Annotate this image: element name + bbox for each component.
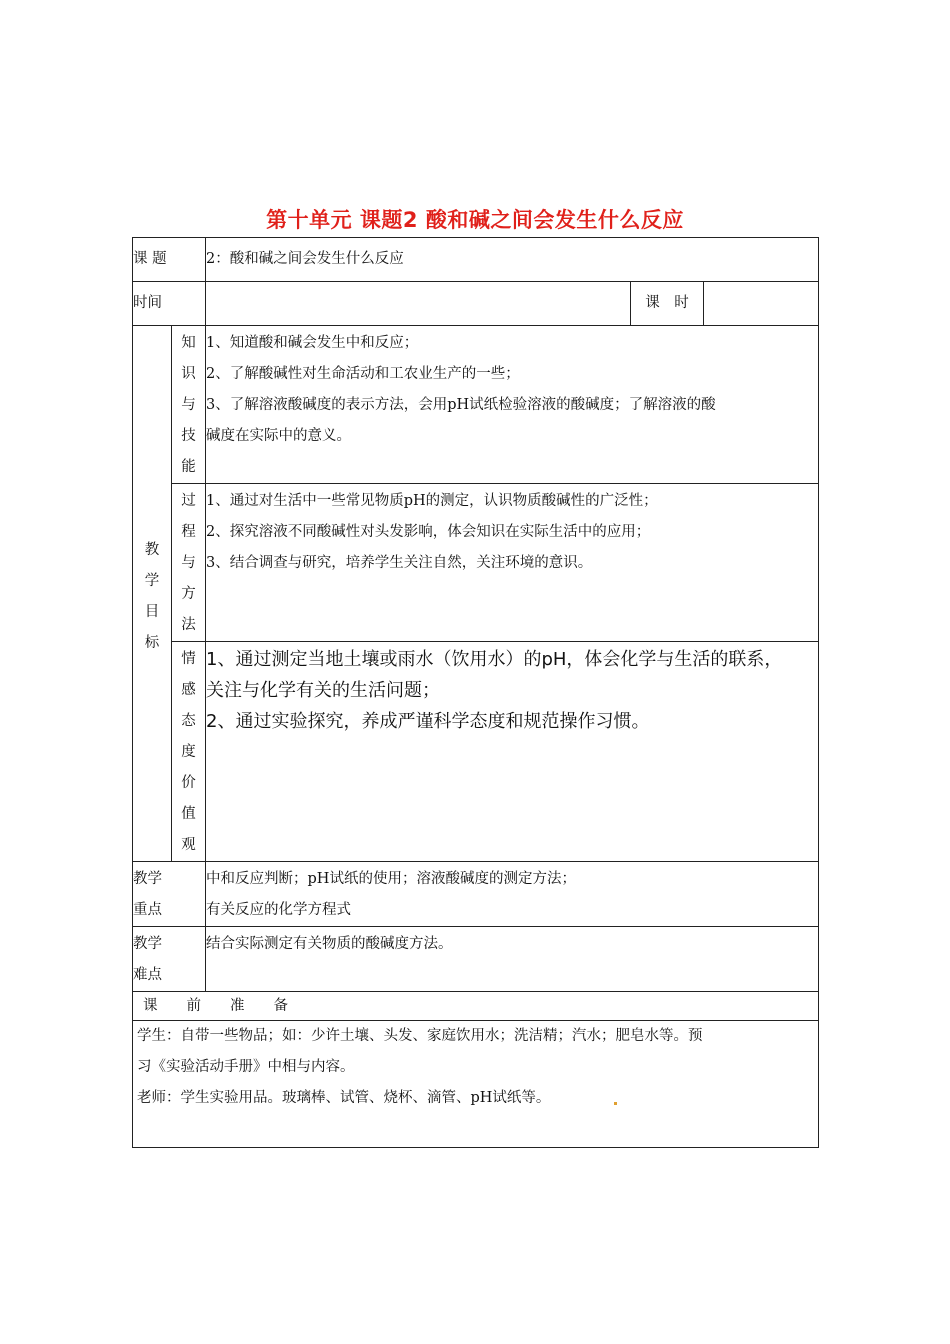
knowledge-line: 碱度在实际中的意义。 [206,428,352,444]
knowledge-label-char: 识 [181,366,196,382]
key-points-label-cell [133,862,206,927]
emotion-label-char: 价 [181,775,196,791]
knowledge-label [172,326,205,483]
time-label: 时间 [133,295,162,311]
knowledge-label-char: 与 [181,397,196,413]
objectives-label-char: 学 [144,572,160,589]
knowledge-line: 2、了解酸碱性对生命活动和工农业生产的一些； [206,366,520,382]
topic-row [133,238,819,282]
emotion-line: 关注与化学有关的生活问题； [206,680,441,701]
difficulties-label: 教学 [133,936,162,952]
document-title: 第十单元 课题2 酸和碱之间会发生什么反应 [266,208,684,232]
key-points-line: 中和反应判断；pH试纸的使用；溶液酸碱度的测定方法； [206,871,576,887]
time-label-cell [133,282,206,326]
key-points-label: 教学 [133,871,162,887]
knowledge-label-char: 知 [181,335,196,351]
process-label [172,484,205,641]
period-label: 课 时 [645,295,689,311]
knowledge-line: 1、知道酸和碱会发生中和反应； [206,335,419,351]
key-points-label: 重点 [133,902,162,918]
stray-mark [614,1102,617,1105]
process-line: 3、结合调查与研究，培养学生关注自然，关注环境的意识。 [206,555,593,571]
topic-value-cell [206,238,819,282]
knowledge-line: 3、了解溶液酸碱度的表示方法，会用pH试纸检验溶液的酸碱度；了解溶液的酸 [206,397,716,413]
emotion-line: 1、通过测定当地土壤或雨水（饮用水）的pH，体会化学与生活的联系， [206,649,783,670]
time-row [133,282,819,326]
objectives-label-cell [133,326,172,862]
emotion-label-char: 度 [181,744,196,760]
knowledge-label-cell [172,326,206,484]
knowledge-label-char: 能 [181,459,196,475]
emotion-row [133,642,819,862]
objectives-label-char: 目 [144,603,160,620]
time-value-cell [206,282,631,326]
difficulties-label-cell [133,927,206,992]
preparation-line: 习《实验活动手册》中相与内容。 [137,1059,355,1075]
period-label-cell [631,282,704,326]
process-line: 2、探究溶液不同酸碱性对头发影响，体会知识在实际生活中的应用； [206,524,651,540]
preparation-content-row [133,1021,819,1148]
knowledge-content-cell [206,326,819,484]
preparation-heading-row [133,992,819,1021]
knowledge-row [133,326,819,484]
lesson-plan-table [132,237,819,1148]
emotion-content-cell [206,642,819,862]
emotion-label [172,642,205,861]
topic-label-cell [133,238,206,282]
preparation-line: 老师：学生实验用品。玻璃棒、试管、烧杯、滴管、pH试纸等。 [137,1090,551,1106]
process-content-cell [206,484,819,642]
emotion-label-char: 情 [181,651,196,667]
process-label-char: 过 [181,493,196,509]
topic-value: 2：酸和碱之间会发生什么反应 [206,251,404,267]
key-points-row [133,862,819,927]
key-points-line: 有关反应的化学方程式 [206,902,352,918]
emotion-label-cell [172,642,206,862]
emotion-label-char: 值 [181,806,196,822]
emotion-label-char: 观 [181,837,196,853]
process-line: 1、通过对生活中一些常见物质pH的测定，认识物质酸碱性的广泛性； [206,493,658,509]
preparation-heading: 课 前 准 备 [143,998,288,1014]
process-label-char: 方 [181,586,196,602]
objectives-label-char: 教 [144,541,160,558]
difficulties-row [133,927,819,992]
process-label-char: 程 [181,524,196,540]
difficulties-line: 结合实际测定有关物质的酸碱度方法。 [206,936,453,952]
objectives-label [133,529,171,659]
objectives-label-char: 标 [144,634,160,651]
preparation-heading-cell [133,992,819,1021]
period-value-cell [704,282,819,326]
topic-label: 课 题 [133,251,167,267]
emotion-label-char: 感 [181,682,196,698]
process-label-cell [172,484,206,642]
preparation-content-cell [133,1021,819,1148]
knowledge-label-char: 技 [181,428,196,444]
difficulties-label: 难点 [133,967,162,983]
key-points-content-cell [206,862,819,927]
preparation-line: 学生：自带一些物品；如：少许土壤、头发、家庭饮用水；洗洁精；汽水；肥皂水等。预 [137,1028,703,1044]
emotion-line: 2、通过实验探究，养成严谨科学态度和规范操作习惯。 [206,711,650,732]
process-label-char: 与 [181,555,196,571]
process-label-char: 法 [181,617,196,633]
difficulties-content-cell [206,927,819,992]
process-row [133,484,819,642]
emotion-label-char: 态 [181,713,196,729]
